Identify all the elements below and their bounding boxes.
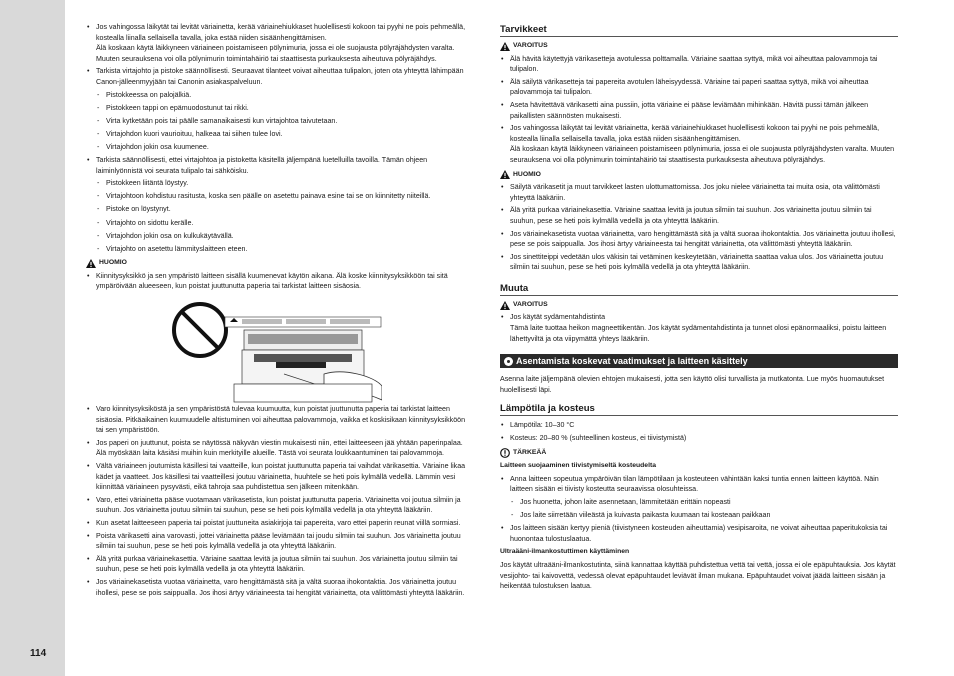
list-item: • Jos väriainekasetista vuotaa väriainetta, varo hengittämästä sitä ja vältä suoraa ihokontaktia. Jos väriainetta joutuu ihollesi, pese se pois saippualla. Jos ihosi ärtyy väriaineesta tai hengität väriainetta, ota välittömästi yhteyttä lääkäriin. — [500, 229, 898, 250]
list-item: - Virtajohdon jokin osa on kulkukäytävällä. — [96, 231, 472, 242]
list-item: • Vältä väriaineen joutumista käsillesi tai vaatteille, kun poistat juuttunutta paperia tai vaihdat värikasettia. Väriaine likaa kädet ja vaatteet. Jos käsillesi tai vaatteillesi joutuu väriainetta, huuhtele se heti pois kylmällä vedellä. Lämmin vesi kiinnittää väriaineen pysyvästi, eikä tahroja saa puhdistettua sen jälkeen mitenkään. — [86, 461, 472, 493]
list-item: • Aseta hävitettävä värikasetti aina pussiin, jotta väriaine ei pääse leviämään mihinkään. Hävitä pussi tämän jälkeen paikallisten säännösten mukaisesti. — [500, 100, 898, 121]
list-item: • Jos vahingossa läikytät tai levität väriainetta, kerää väriainehiukkaset huolellisesti kokoon tai pyyhi ne pois pehmeällä, kostealla liinalla sellaisella tavalla, joka estää niiden sisäänhengittämisen. Älä koskaan käytä läikkyneen väriaineen poistamiseen pölynimuria, jossa ei ole suojausta pölyräjähdysten varalta. Muuten seurauksena voi olla pölynimurin toimintahäiriö tai staattisesta purkauksesta aiheutuva pölyräjähdys. — [86, 22, 472, 64]
list-item: - Jos laite siirretään viileästä ja kuivasta paikasta kuumaan tai kosteaan paikkaan — [510, 510, 898, 521]
list-item: • Älä hävitä käytettyjä värikasetteja avotulessa polttamalla. Väriaine saattaa syttyä, mikä voi aiheuttaa palovammoja tai tulipalon. — [500, 54, 898, 75]
list-item: • Anna laitteen sopeutua ympäröivän tilan lämpötilaan ja kosteuteen vähintään kaksi tuntia ennen laitteen käyttöä. Näin laitteen sisään ei tiivisty kosteutta seuraavissa olosuhteissa. - Jos huonetta, johon laite asennetaan, lämmitetään erittäin nopeasti - Jos laite siirretään viileästä ja kuivasta paikasta kuumaan tai kosteaan paikkaan — [500, 474, 898, 521]
list-item: • Älä yritä purkaa väriainekasettia. Väriaine saattaa levitä ja joutua silmiin tai suuhun. Jos väriainetta joutuu silmiin tai suuhun, pese se heti pois kylmällä vedellä ja ota yhteyttä lääkäriin. — [86, 554, 472, 575]
tarkeaa-label: TÄRKEÄÄ — [500, 448, 898, 459]
right-column — [500, 24, 898, 592]
list-item: - Jos huonetta, johon laite asennetaan, lämmitetään erittäin nopeasti — [510, 497, 898, 508]
condensation-list — [500, 474, 898, 545]
huomio-list — [86, 271, 472, 292]
page-number: 114 — [30, 648, 47, 659]
muuta-list — [500, 312, 898, 344]
list-item: - Virtajohto on sidottu kerälle. — [96, 218, 472, 229]
warning-triangle-icon — [500, 170, 510, 179]
list-item: • Älä yritä purkaa väriainekasettia. Väriaine saattaa levitä ja joutua silmiin tai suuhun. Jos väriainetta joutuu silmiin tai suuhun, pese se heti pois kylmällä vedellä ja ota yhteyttä lääkäriin. — [500, 205, 898, 226]
huomio-label: HUOMIO — [500, 170, 898, 181]
list-item: - Virta kytketään pois tai päälle samanaikaisesti kun virtajohtoa taivutetaan. — [96, 116, 472, 127]
dash-list — [510, 497, 898, 521]
list-item: • Lämpötila: 10–30 °C — [500, 420, 898, 431]
wrench-icon — [504, 357, 513, 366]
section-title-tarvikkeet: Tarvikkeet — [500, 24, 898, 37]
hot-fixing-unit-figure — [86, 298, 472, 398]
dash-list-b — [96, 90, 472, 153]
list-item: • Varo kiinnitysyksiköstä ja sen ympäristöstä tulevaa kuumuutta, kun poistat juuttunutta paperia tai tarkistat laitteen sisäosia. Pitkäaikainen kuumuudelle altistuminen voi aiheuttaa palovammoja, vaikka et koskisikaan kiinnitysyksikköön tai sen ympäristöön. — [86, 404, 472, 436]
list-item: • Tarkista virtajohto ja pistoke säännöllisesti. Seuraavat tilanteet voivat aiheuttaa tulipalon, joten ota yhteyttä lähimpään Canon-jälleenmyyjään tai Canonin asiakaspalveluun. - Pistokkeessa on palojälkiä. - Pistokkeen tappi on epämuodostunut tai rikki. - Virta kytketään pois tai päälle samanaikaisesti kun virtajohtoa taivutetaan. - Virtajohdon kuori vaurioituu, halkeaa tai siihen tulee lovi. - Virtajohdon jokin osa kuumenee. — [86, 66, 472, 152]
list-item: • Jos käytät sydämentahdistinta Tämä laite tuottaa heikon magneettikentän. Jos käytät sydämentahdistinta ja tunnet olosi epänormaaliksi, poistu laitteen lähettyviltä ja ota viipymättä yhteys lääkäriin. — [500, 312, 898, 344]
subheading: Laitteen suojaaminen tiivistymiseltä kosteudelta — [500, 462, 656, 470]
list-item: • Poista värikasetti aina varovasti, jottei väriainetta pääse leviämään tai joudu silmiin tai suuhun. Jos väriainetta joutuu silmiin tai suuhun, pese se heti pois kylmällä vedellä ja ota yhteyttä lääkäriin. — [86, 531, 472, 552]
list-item: - Pistokkeen tappi on epämuodostunut tai rikki. — [96, 103, 472, 114]
list-item: • Jos väriainekasetista vuotaa väriainetta, varo hengittämästä sitä ja vältä suoraa ihokontaktia. Jos väriainetta joutuu ihollesi, pese se pois saippualla. Jos ihosi ärtyy väriaineesta tai hengität väriainetta, ota välittömästi yhteyttä lääkäriin. — [86, 577, 472, 598]
list-item: • Älä säilytä värikasetteja tai papereita avotulen läheisyydessä. Väriaine tai paperi saattaa syttyä, mikä voi aiheuttaa palovammoja tai tulipalon. — [500, 77, 898, 98]
install-text: Asenna laite jäljempänä olevien ehtojen mukaisesti, jotta sen käyttö olisi turvallista ja mutkatonta. Lue myös huomautukset huolellisesti läpi. — [500, 375, 885, 394]
varoitus-label: VAROITUS — [500, 41, 898, 52]
list-item: - Pistokkeessa on palojälkiä. — [96, 90, 472, 101]
list-item: • Säilytä värikasetit ja muut tarvikkeet lasten ulottumattomissa. Jos joku nielee väriainetta tai muita osia, ota välittömästi yhteyttä lääkäriin. — [500, 182, 898, 203]
list-item: • Kosteus: 20–80 % (suhteellinen kosteus, ei tiivistymistä) — [500, 433, 898, 444]
list-item: • Kun asetat laitteeseen paperia tai poistat juuttuneita asiakirjoja tai papereita, varo ettei paperin reunat viillä sormiasi. — [86, 518, 472, 529]
list-item: • Varo, ettei väriainetta pääse vuotamaan värikasetista, kun poistat juuttunutta paperia. Väriainetta voi joutua silmiin ja suuhun. Jos väriainetta joutuu silmiin tai suuhun, pese se heti pois kylmällä vedellä ja ota yhteyttä lääkäriin. — [86, 495, 472, 516]
left-column — [86, 22, 472, 600]
list-item: - Pistokkeen liitäntä löystyy. — [96, 178, 472, 189]
dash-list-c — [96, 178, 472, 254]
list-item: • Kiinnitysyksikkö ja sen ympäristö laitteen sisällä kuumenevat käytön aikana. Älä koske kiinnitysyksikköön tai sitä ympäröivään alueeseen, kun poistat juuttunutta paperia tai tarkistat laitteen sisäosia. — [86, 271, 472, 292]
list-item: - Virtajohtoon kohdistuu rasitusta, koska sen päälle on asetettu painava esine tai se on kiinnitetty niiteillä. — [96, 191, 472, 202]
humidifier-text: Jos käytät ultraääni-ilmankostutinta, siinä kannattaa käyttää puhdistettua vettä tai vettä, jossa ei ole epäpuhtauksia. Jos käytät vesijohto- tai kaivovettä, vedessä olevat epäpuhtaudet leviävät ilman mukana. Epäpuhtaudet voivat jäädä laitteen sisään ja heikentää tulostuksen laatua. — [500, 560, 896, 591]
list-item: - Virtajohdon jokin osa kuumenee. — [96, 142, 472, 153]
lampotila-list — [500, 420, 898, 443]
bullet-list-a — [86, 22, 472, 254]
huomio-label: HUOMIO — [86, 258, 472, 269]
list-item: - Virtajohto on asetettu lämmityslaitteen eteen. — [96, 244, 472, 255]
section-bar-install: Asentamista koskevat vaatimukset ja laitteen käsittely — [500, 354, 898, 368]
varoitus-list — [500, 54, 898, 166]
printer-illustration — [224, 316, 382, 406]
warning-triangle-icon — [500, 301, 510, 310]
caution-circle-icon — [500, 448, 510, 458]
list-item: • Jos paperi on juuttunut, poista se näytössä näkyvän viestin mukaisesti niin, ettei laitteeseen jää yhtään paperinpalaa. Älä myöskään laita käsiäsi muihin kuin merkityille alueille. Tästä voi seurata loukkaantuminen tai palovammoja. — [86, 438, 472, 459]
varoitus-label: VAROITUS — [500, 300, 898, 311]
list-item: - Virtajohdon kuori vaurioituu, halkeaa tai siihen tulee lovi. — [96, 129, 472, 140]
bullet-list-d — [86, 404, 472, 598]
warning-triangle-icon — [500, 42, 510, 51]
huomio-list — [500, 182, 898, 273]
list-item: - Pistoke on löystynyt. — [96, 204, 472, 215]
section-title-lampotila: Lämpötila ja kosteus — [500, 403, 898, 416]
list-item: • Jos laitteen sisään kertyy pieniä (tiivistyneen kosteuden aiheuttamia) vesipisaroita, ne voivat aiheuttaa paperitukoksia tai huonontaa tulostuslaatua. — [500, 523, 898, 544]
list-item: • Jos sinettiteippi vedetään ulos väkisin tai vetäminen keskeytetään, väriainetta saattaa valua ulos. Jos väriainetta joutuu silmiin tai suuhun, pese se heti pois kylmällä vedellä ja ota yhteyttä lääkäriin. — [500, 252, 898, 273]
list-item: • Jos vahingossa läikytät tai levität väriainetta, kerää väriainehiukkaset huolellisesti kokoon tai pyyhi ne pois pehmeällä, kostealla liinalla sellaisella tavalla, joka estää niiden sisäänhengittämisen. Älä koskaan käytä läikkyneen väriaineen poistamiseen pölynimuria, jossa ei ole suojausta pölyräjähdysten varalta. Muuten seurauksena voi olla pölynimurin toimintahäiriö tai staattisesta purkauksesta aiheutuva pölyräjähdys. — [500, 123, 898, 165]
prohibition-icon — [170, 300, 230, 360]
section-title-muuta: Muuta — [500, 283, 898, 296]
subheading: Ultraääni-ilmankostuttimen käyttäminen — [500, 548, 630, 556]
warning-triangle-icon — [86, 259, 96, 268]
list-item: • Tarkista säännöllisesti, ettei virtajohtoa ja pistoketta käsitellä jäljempänä luetelluilla tavoilla. Tämän ohjeen laiminlyönnistä voi seurata tulipalo tai sähköisku. - Pistokkeen liitäntä löystyy. - Virtajohtoon kohdistuu rasitusta, koska sen päälle on asetettu painava esine tai se on kiinnitetty niiteillä. - Pistoke on löystynyt. - Virtajohto on sidottu kerälle. - Virtajohdon jokin osa on kulkukäytävällä. - Virtajohto on asetettu lämmityslaitteen eteen. — [86, 155, 472, 254]
page-margin-strip — [0, 0, 65, 676]
